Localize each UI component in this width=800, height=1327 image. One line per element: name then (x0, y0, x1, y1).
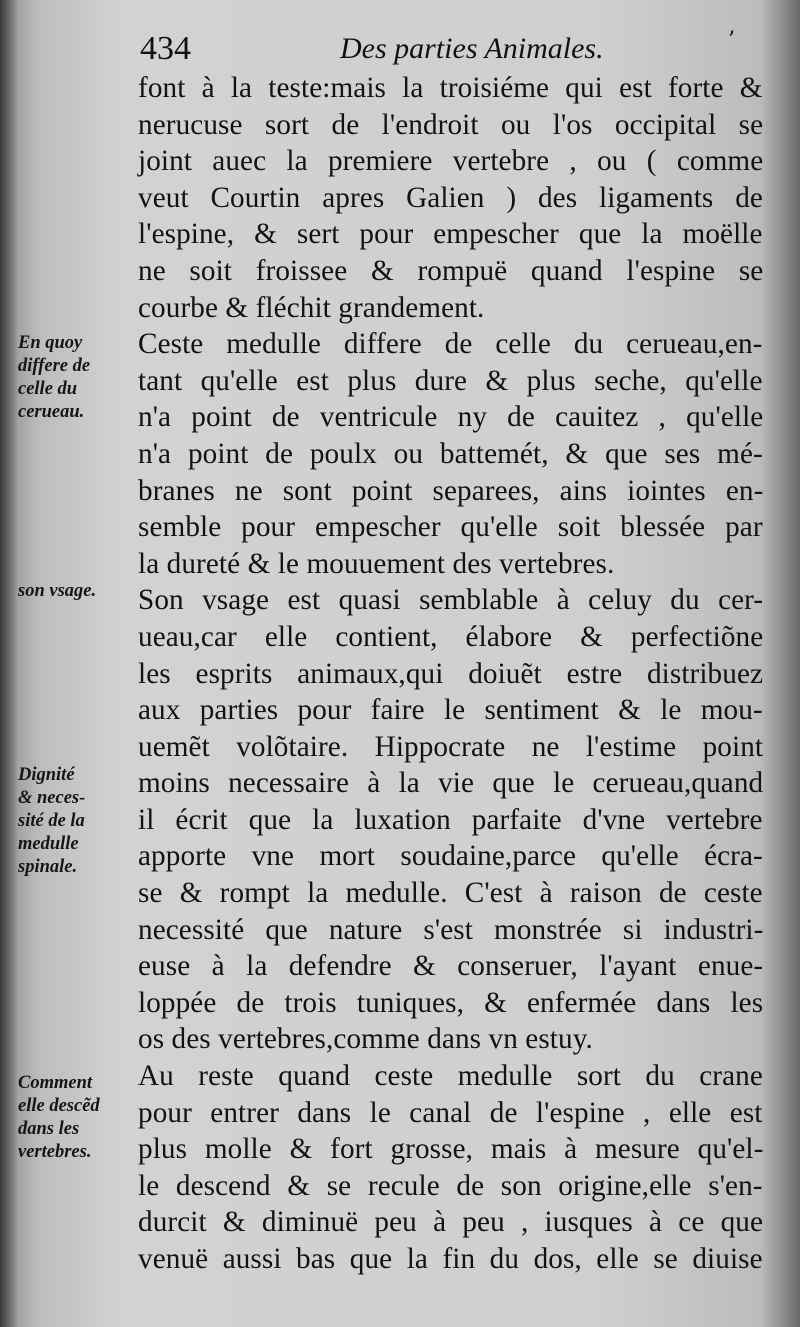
text-line: Au reste quand ceste medulle sort du crane (138, 1060, 763, 1093)
text-line: les esprits animaux,qui doiuẽt estre distribuez (138, 657, 764, 690)
gutter-shadow (0, 0, 18, 1327)
text-line: ueau,car elle contient, élabore & perfectiõne (138, 620, 764, 653)
running-title: Des parties Animales. (340, 32, 604, 65)
text-line: le descend & se recule de son origine,elle s'en- (138, 1169, 763, 1202)
margin-note-line: son vsage. (18, 581, 97, 601)
text-line: n'a point de ventricule ny de cauitez , qu'elle (138, 401, 764, 434)
text-line: durcit & diminuë peu à peu , iusques à ce que (138, 1206, 764, 1239)
text-line: veut Courtin apres Galien ) des ligaments de (138, 181, 763, 214)
margin-note-line: & neces- (18, 788, 86, 808)
text-line: joint auec la premiere vertebre , ou ( comme (138, 145, 764, 178)
margin-note-line: vertebres. (18, 1142, 92, 1162)
margin-note-line: Dignité (18, 765, 75, 785)
margin-note-usage (18, 580, 138, 603)
text-line: branes ne sont point separees, ains iointes en- (138, 474, 764, 507)
text-line: font à la teste:mais la troisiéme qui est forte & (138, 72, 763, 104)
text-line: semble pour empescher qu'elle soit blessée par (138, 511, 763, 544)
text-line: tant qu'elle est plus dure & plus seche, qu'elle (138, 364, 763, 397)
text-line: uemẽt volõtaire. Hippocrate ne l'estime point (138, 730, 764, 763)
margin-note-line: dans les (18, 1119, 80, 1139)
main-text (138, 70, 763, 1278)
margin-note-line: Comment (18, 1073, 93, 1093)
page-number: 434 (140, 30, 191, 67)
text-line: plus molle & fort grosse, mais à mesure qu'el- (138, 1133, 764, 1166)
text-line: Ceste medulle differe de celle du cerueau,en- (138, 328, 763, 361)
page-header (140, 28, 760, 74)
text-line: nerucuse sort de l'endroit ou l'os occipital se (138, 108, 764, 141)
text-line: n'a point de poulx ou battemét, & que ses mé- (138, 437, 763, 470)
margin-note-line: sité de la (18, 811, 85, 831)
text-line: il écrit que la luxation parfaite d'vne vertebre (138, 803, 763, 836)
text-line: venuë aussi bas que la fin du dos, elle se diuise (138, 1243, 763, 1275)
text-line: necessité que nature s'est monstrée si industri- (138, 913, 764, 946)
margin-note-line: celle du (18, 379, 78, 399)
text-line: pour entrer dans le canal de l'espine , elle est (138, 1096, 763, 1129)
margin-note-line: En quoy (18, 333, 83, 353)
margin-note-line: medulle (18, 834, 79, 854)
text-line: ne soit froissee & rompuë quand l'espine se (138, 254, 764, 287)
margin-note-descent (18, 1072, 138, 1164)
margin-note-line: differe de (18, 356, 91, 376)
margin-note-line: spinale. (18, 857, 78, 877)
margin-note-line: cerueau. (18, 402, 85, 422)
text-line: la dureté & le mouuement des vertebres. (138, 547, 615, 580)
text-line: se & rompt la medulle. C'est à raison de ceste (138, 877, 763, 910)
text-line: aux parties pour faire le sentiment & le mou- (138, 694, 763, 727)
text-line: Son vsage est quasi semblable à celuy du cer- (138, 584, 764, 617)
margin-notes (18, 0, 138, 1327)
margin-note-line: elle descẽd (18, 1096, 100, 1116)
text-line: apporte vne mort soudaine,parce qu'elle écra- (138, 840, 763, 873)
margin-note-dignity (18, 764, 138, 879)
text-line: loppée de trois tuniques, & enfermée dans les (138, 986, 764, 1019)
corner-mark: ’ (728, 28, 735, 53)
text-line: os des vertebres,comme dans vn estuy. (138, 1023, 593, 1056)
text-line: courbe & fléchit grandement. (138, 291, 485, 324)
text-line: moins necessaire à la vie que le cerueau,quand (138, 767, 764, 800)
margin-note-difference (18, 332, 138, 424)
text-line: euse à la defendre & conseruer, l'ayant enue- (138, 950, 764, 983)
text-line: l'espine, & sert pour empescher que la moëlle (138, 218, 763, 251)
